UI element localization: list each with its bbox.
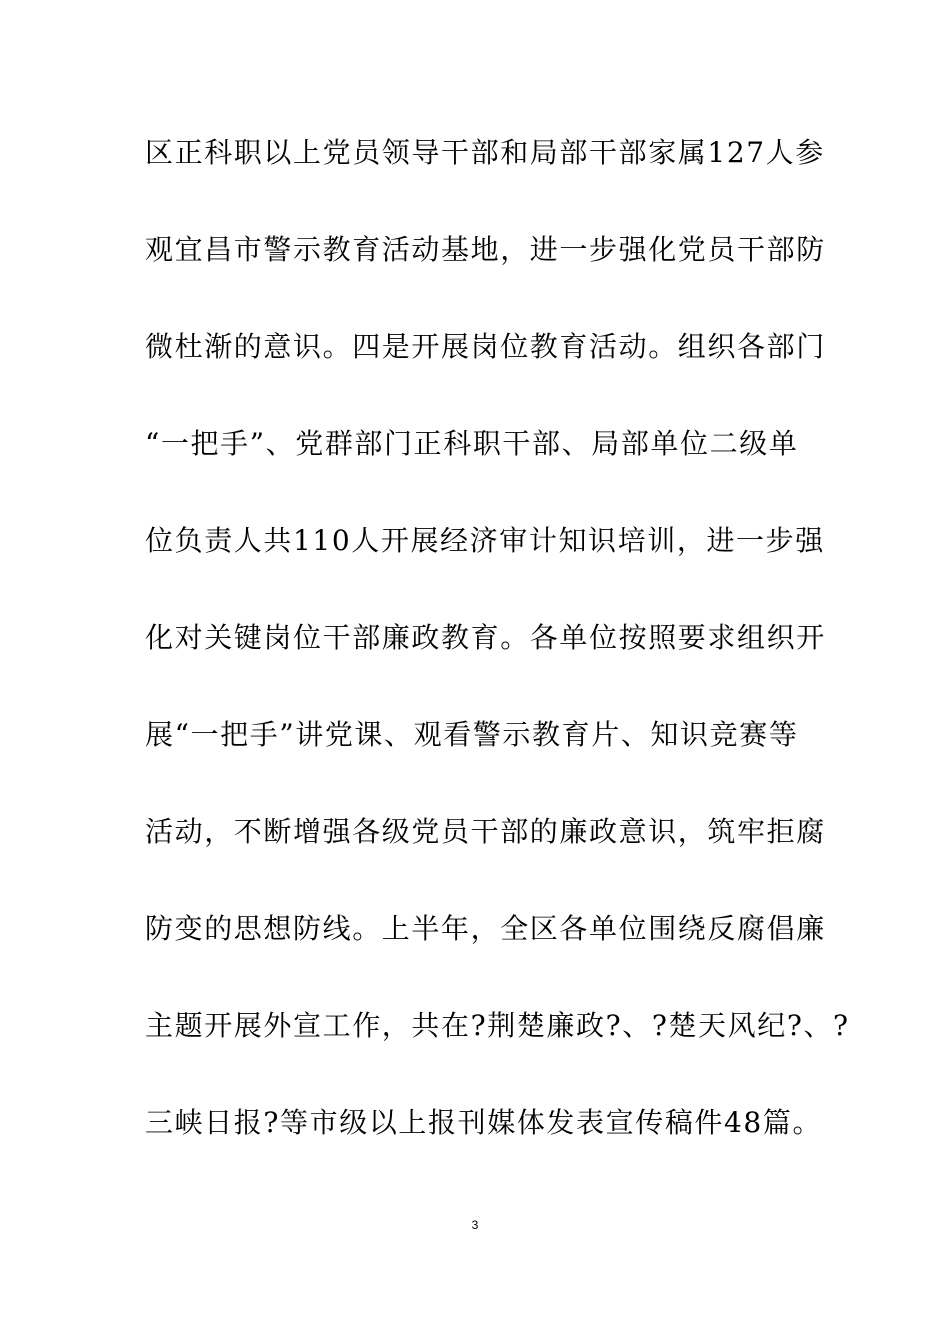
text-line: 化对关键岗位干部廉政教育。各单位按照要求组织开 (145, 621, 826, 654)
text-line: 主题开展外宣工作，共在?荆楚廉政?、?楚天风纪?、? (145, 1009, 850, 1042)
body-paragraph (145, 128, 850, 1195)
text-line: 位负责人共110人开展经济审计知识培训，进一步强 (145, 524, 825, 557)
text-line: 三峡日报?等市级以上报刊媒体发表宣传稿件48篇。 (145, 1106, 823, 1139)
page-number: 3 (471, 1218, 479, 1232)
text-line: 观宜昌市警示教育活动基地，进一步强化党员干部防 (145, 233, 826, 266)
text-line: “一把手”、党群部门正科职干部、局部单位二级单 (145, 427, 799, 460)
text-line: 防变的思想防线。上半年，全区各单位围绕反腐倡廉 (145, 912, 826, 945)
text-line: 微杜渐的意识。四是开展岗位教育活动。组织各部门 (145, 330, 826, 363)
text-line: 活动，不断增强各级党员干部的廉政意识，筑牢拒腐 (145, 815, 826, 848)
text-line: 展“一把手”讲党课、观看警示教育片、知识竞赛等 (145, 718, 799, 751)
text-line: 区正科职以上党员领导干部和局部干部家属127人参 (145, 136, 825, 169)
